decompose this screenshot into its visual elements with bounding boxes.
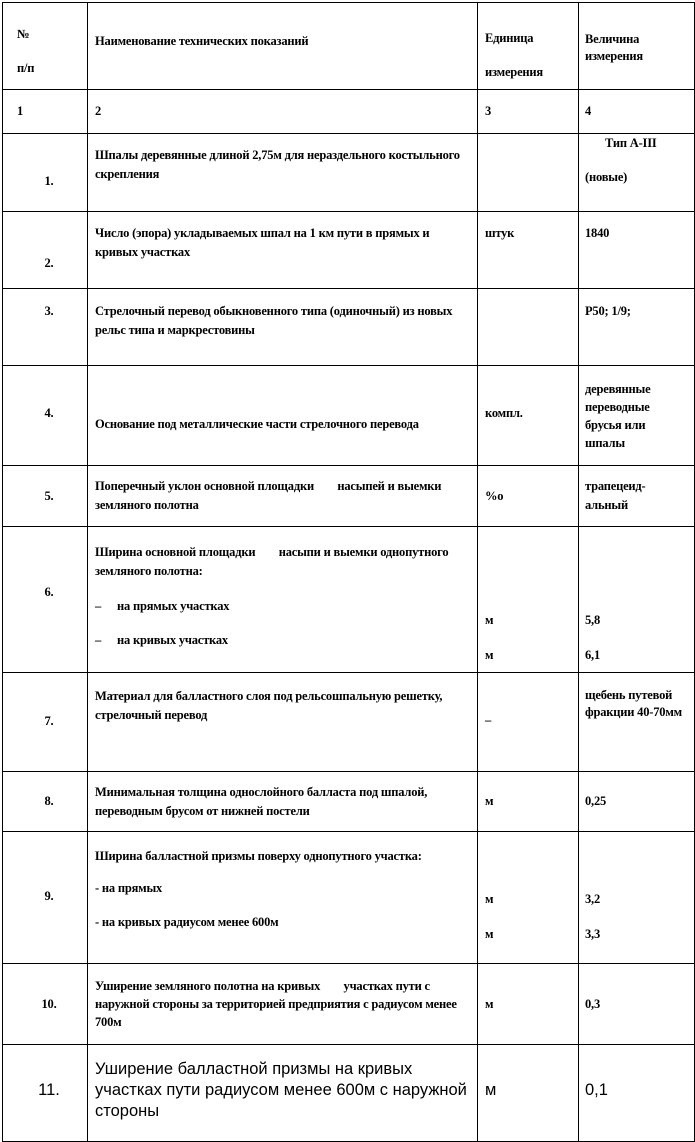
row-value: Р50; 1/9; xyxy=(579,289,695,366)
row-number: 9. xyxy=(3,832,88,964)
row-name xyxy=(88,527,478,673)
row-value xyxy=(579,527,695,673)
row-subitem: - на прямых xyxy=(95,881,163,895)
row-unit-2: м xyxy=(485,648,494,662)
row-value: щебень путевой фракции 40-70мм xyxy=(579,673,695,772)
header-number xyxy=(3,3,88,90)
row-number: 2. xyxy=(3,212,88,289)
row-value: трапецеид-альный xyxy=(579,466,695,527)
row-number: 4. xyxy=(3,366,88,466)
row-number: 8. xyxy=(3,772,88,832)
row-subitem: – на прямых участках xyxy=(95,599,230,613)
col-number-4: 4 xyxy=(579,90,695,134)
row-value: 1840 xyxy=(579,212,695,289)
row-unit-2: м xyxy=(485,927,494,941)
row-subitem: - на кривых радиусом менее 600м xyxy=(95,915,279,929)
row-name-text: Ширина балластной призмы поверху однопутного участка: xyxy=(95,849,422,863)
row-value xyxy=(579,832,695,964)
row-value-2: 6,1 xyxy=(585,648,601,662)
row-number: 5. xyxy=(3,466,88,527)
row-number: 7. xyxy=(3,673,88,772)
row-unit: м xyxy=(478,964,579,1045)
table-row xyxy=(3,134,695,212)
row-unit xyxy=(478,832,579,964)
row-unit xyxy=(478,527,579,673)
row-number: 6. xyxy=(3,527,88,673)
table-row xyxy=(3,673,695,772)
row-unit xyxy=(478,134,579,212)
row-unit: м xyxy=(478,772,579,832)
col-number-2: 2 xyxy=(88,90,478,134)
table-row xyxy=(3,466,695,527)
header-value: Величина измерения xyxy=(579,3,695,90)
column-numbers-row xyxy=(3,90,695,134)
table-row xyxy=(3,527,695,673)
row-value: 0,25 xyxy=(579,772,695,832)
row-name: Стрелочный перевод обыкновенного типа (одиночный) из новых рельс типа и маркрестовины xyxy=(88,289,478,366)
row-subitem-label: на кривых участках xyxy=(117,633,228,647)
row-name: Число (эпора) укладываемых шпал на 1 км пути в прямых и кривых участках xyxy=(88,212,478,289)
row-value: деревянные переводные брусья или шпалы xyxy=(579,366,695,466)
row-subitem: – на кривых участках xyxy=(95,633,228,647)
row-name-text: Ширина основной площадки насыпи и выемки однопутного земляного полотна: xyxy=(95,545,452,578)
table-row xyxy=(3,366,695,466)
table-row xyxy=(3,1045,695,1142)
row-unit: штук xyxy=(478,212,579,289)
row-unit: – xyxy=(478,673,579,772)
table-row xyxy=(3,212,695,289)
technical-specs-table xyxy=(2,2,695,1142)
table-row xyxy=(3,832,695,964)
header-unit-line2: измерения xyxy=(485,65,543,79)
row-unit: м xyxy=(478,1045,579,1142)
row-number: 3. xyxy=(3,289,88,366)
row-value-1: 5,8 xyxy=(585,613,601,627)
header-row xyxy=(3,3,695,90)
row-value: 0,1 xyxy=(579,1045,695,1142)
col-number-1: 1 xyxy=(3,90,88,134)
row-subitem-label: на прямых участках xyxy=(117,599,230,613)
row-name: Поперечный уклон основной площадки насыпей и выемки земляного полотна xyxy=(88,466,478,527)
row-value: 0,3 xyxy=(579,964,695,1045)
header-name: Наименование технических показаний xyxy=(88,3,478,90)
row-name: Уширение балластной призмы на кривых участках пути радиусом менее 600м с наружной стороны xyxy=(88,1045,478,1142)
row-unit xyxy=(478,289,579,366)
row-value-2: 3,3 xyxy=(585,927,601,941)
table-row xyxy=(3,772,695,832)
row-value-note: (новые) xyxy=(585,170,628,184)
row-unit-1: м xyxy=(485,892,494,906)
row-number: 10. xyxy=(3,964,88,1045)
row-name xyxy=(88,832,478,964)
header-unit xyxy=(478,3,579,90)
row-value-1: 3,2 xyxy=(585,892,601,906)
row-unit: %о xyxy=(478,466,579,527)
header-number-sign: № xyxy=(17,27,30,41)
header-number-abbr: п/п xyxy=(17,61,35,75)
row-name: Материал для балластного слоя под рельсошпальную решетку, стрелочный перевод xyxy=(88,673,478,772)
table-row xyxy=(3,964,695,1045)
header-unit-line1: Единица xyxy=(485,31,534,45)
table-row xyxy=(3,289,695,366)
row-value xyxy=(579,134,695,212)
row-number: 11. xyxy=(3,1045,88,1142)
row-unit: компл. xyxy=(478,366,579,466)
col-number-3: 3 xyxy=(478,90,579,134)
row-name: Уширение земляного полотна на кривых участках пути с наружной стороны за территорией предприятия с радиусом менее 700м xyxy=(88,964,478,1045)
row-number: 1. xyxy=(3,134,88,212)
row-name: Минимальная толщина однослойного балласта под шпалой, переводным брусом от нижней постели xyxy=(88,772,478,832)
row-unit-1: м xyxy=(485,613,494,627)
row-value-type: Тип А-III xyxy=(605,136,657,150)
row-name: Шпалы деревянные длиной 2,75м для нераздельного костыльного скрепления xyxy=(88,134,478,212)
row-name: Основание под металлические части стрелочного перевода xyxy=(88,366,478,466)
